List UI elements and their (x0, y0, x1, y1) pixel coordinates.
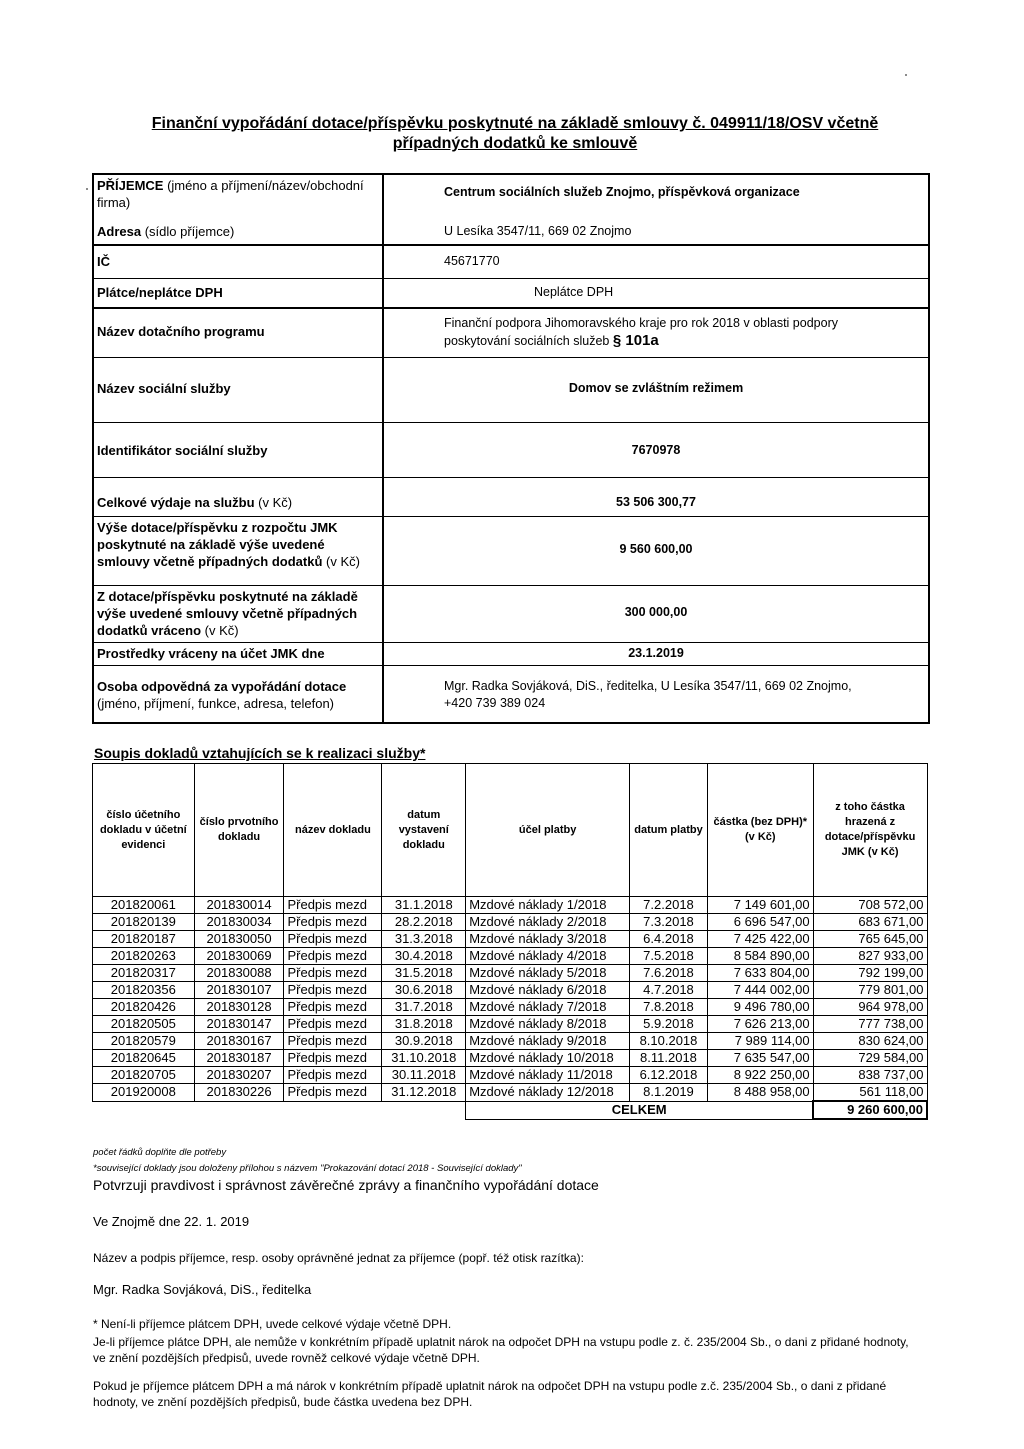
responsible-person-label-bold: Osoba odpovědná za vypořádání dotace (97, 679, 347, 694)
header-issue-date: datum vystavení dokladu (382, 764, 466, 897)
cell-doc-name: Předpis mezd (284, 1084, 382, 1102)
responsible-person-value (384, 666, 928, 722)
cell-grant-amount: 729 584,00 (813, 1050, 927, 1067)
cell-payment-date: 7.2.2018 (630, 897, 708, 914)
recipient-info-table (92, 173, 930, 724)
cell-issue-date: 30.6.2018 (382, 982, 466, 999)
cell-accounting-doc-number: 201820426 (93, 999, 195, 1016)
cell-doc-name: Předpis mezd (284, 1016, 382, 1033)
cell-payment-purpose: Mzdové náklady 8/2018 (466, 1016, 630, 1033)
table-row (93, 1016, 928, 1033)
table-row (93, 999, 928, 1016)
recipient-value: Centrum sociálních služeb Znojmo, příspěvková organizace (444, 185, 800, 199)
cell-grant-amount: 838 737,00 (813, 1067, 927, 1084)
cell-grant-amount: 765 645,00 (813, 931, 927, 948)
cell-amount: 7 989 114,00 (707, 1033, 813, 1050)
docs-section-title: Soupis dokladů vztahujících se k realizaci služby* (94, 745, 426, 761)
cell-primary-doc-number: 201830088 (194, 965, 284, 982)
page-title: Finanční vypořádání dotace/příspěvku poskytnuté na základě smlouvy č. 049911/18/OSV včetně (151, 115, 879, 132)
cell-payment-purpose: Mzdové náklady 4/2018 (466, 948, 630, 965)
address-label (94, 219, 384, 244)
cell-amount: 7 444 002,00 (707, 982, 813, 999)
cell-amount: 7 633 804,00 (707, 965, 813, 982)
header-primary-doc-number: číslo prvotního dokladu (194, 764, 284, 897)
cell-accounting-doc-number: 201820356 (93, 982, 195, 999)
identifier-row (94, 423, 928, 478)
cell-accounting-doc-number: 201820263 (93, 948, 195, 965)
ic-label: IČ (94, 246, 384, 278)
expenses-label (94, 478, 384, 516)
grant-label-rest: (v Kč) (322, 554, 360, 569)
cell-doc-name: Předpis mezd (284, 999, 382, 1016)
service-value: Domov se zvláštním režimem (568, 381, 744, 395)
program-value-line1: Finanční podpora Jihomoravského kraje pro rok 2018 v oblasti podpory (444, 316, 838, 330)
cell-primary-doc-number: 201830014 (194, 897, 284, 914)
footnote-1: * Není-li příjemce plátcem DPH, uvede celkové výdaje včetně DPH. (93, 1317, 452, 1331)
address-label-bold: Adresa (97, 224, 142, 239)
cell-payment-date: 5.9.2018 (630, 1016, 708, 1033)
returned-row (94, 586, 928, 643)
cell-issue-date: 31.1.2018 (382, 897, 466, 914)
header-amount: částka (bez DPH)* (v Kč) (707, 764, 813, 897)
footnote-2: Je-li příjemce plátce DPH, ale nemůže v konkrétním případě uplatnit nárok na odpočet DPH na vstupu podle z. č. 235/2004 Sb., o dani z přidané hodnoty, ve znění pozdějších předpisů, uvede rovněž celkové výdaje včetně DPH. (93, 1335, 909, 1365)
table-row (93, 897, 928, 914)
cell-payment-purpose: Mzdové náklady 10/2018 (466, 1050, 630, 1067)
expenses-row (94, 478, 928, 517)
grant-row (94, 517, 928, 586)
recipient-row (94, 175, 928, 219)
total-label: CELKEM (466, 1101, 813, 1119)
cell-doc-name: Předpis mezd (284, 931, 382, 948)
table-row (93, 1033, 928, 1050)
returned-date-value: 23.1.2019 (628, 646, 684, 660)
cell-amount: 7 425 422,00 (707, 931, 813, 948)
cell-doc-name: Předpis mezd (284, 914, 382, 931)
cell-primary-doc-number: 201830207 (194, 1067, 284, 1084)
recipient-label (94, 175, 384, 219)
cell-issue-date: 31.5.2018 (382, 965, 466, 982)
cell-payment-purpose: Mzdové náklady 6/2018 (466, 982, 630, 999)
cell-issue-date: 28.2.2018 (382, 914, 466, 931)
docs-header-row (93, 764, 928, 897)
expenses-label-bold: Celkové výdaje na službu (97, 495, 255, 510)
cell-grant-amount: 792 199,00 (813, 965, 927, 982)
table-row (93, 965, 928, 982)
cell-payment-date: 8.10.2018 (630, 1033, 708, 1050)
responsible-person-label (94, 666, 384, 722)
identifier-label: Identifikátor sociální služby (94, 423, 384, 477)
address-label-rest: (sídlo příjemce) (141, 224, 235, 239)
program-row (94, 307, 928, 358)
cell-issue-date: 31.7.2018 (382, 999, 466, 1016)
signature-name: Mgr. Radka Sovjáková, DiS., ředitelka (93, 1282, 312, 1297)
cell-amount: 7 635 547,00 (707, 1050, 813, 1067)
docs-table (92, 763, 928, 1120)
cell-accounting-doc-number: 201820317 (93, 965, 195, 982)
cell-accounting-doc-number: 201820187 (93, 931, 195, 948)
cell-grant-amount: 830 624,00 (813, 1033, 927, 1050)
confirmation-text: Potvrzuji pravdivost i správnost závěrečné zprávy a finančního vypořádání dotace (93, 1177, 599, 1193)
program-paragraph: § 101a (612, 332, 659, 349)
table-row (93, 1067, 928, 1084)
returned-value: 300 000,00 (624, 605, 688, 619)
cell-doc-name: Předpis mezd (284, 897, 382, 914)
cell-grant-amount: 777 738,00 (813, 1016, 927, 1033)
grant-label (94, 517, 384, 585)
total-value: 9 260 600,00 (813, 1101, 927, 1119)
cell-primary-doc-number: 201830034 (194, 914, 284, 931)
header-accounting-doc-number: číslo účetního dokladu v účetní evidenci (93, 764, 195, 897)
table-row (93, 914, 928, 931)
cell-grant-amount: 964 978,00 (813, 999, 927, 1016)
expenses-value: 53 506 300,77 (616, 495, 696, 509)
identifier-value: 7670978 (631, 443, 681, 457)
docs-total-row (93, 1101, 928, 1119)
cell-amount: 8 584 890,00 (707, 948, 813, 965)
recipient-label-bold: PŘÍJEMCE (97, 178, 164, 193)
note-docs: *související doklady jsou doloženy přílohou s názvem "Prokazování dotací 2018 - Související doklady" (93, 1163, 522, 1174)
cell-accounting-doc-number: 201820579 (93, 1033, 195, 1050)
cell-payment-purpose: Mzdové náklady 3/2018 (466, 931, 630, 948)
cell-payment-purpose: Mzdové náklady 7/2018 (466, 999, 630, 1016)
cell-issue-date: 31.3.2018 (382, 931, 466, 948)
returned-label (94, 586, 384, 642)
address-value: U Lesíka 3547/11, 669 02 Znojmo (444, 224, 632, 238)
header-grant-amount: z toho částka hrazená z dotace/příspěvku JMK (v Kč) (813, 764, 927, 897)
cell-accounting-doc-number: 201820505 (93, 1016, 195, 1033)
cell-amount: 8 488 958,00 (707, 1084, 813, 1102)
cell-doc-name: Předpis mezd (284, 982, 382, 999)
cell-payment-date: 8.1.2019 (630, 1084, 708, 1102)
cell-issue-date: 30.9.2018 (382, 1033, 466, 1050)
cell-payment-date: 7.5.2018 (630, 948, 708, 965)
cell-issue-date: 30.4.2018 (382, 948, 466, 965)
cell-payment-purpose: Mzdové náklady 11/2018 (466, 1067, 630, 1084)
grant-value: 9 560 600,00 (619, 542, 693, 556)
cell-accounting-doc-number: 201820061 (93, 897, 195, 914)
responsible-person-value-line1: Mgr. Radka Sovjáková, DiS., ředitelka, U Lesíka 3547/11, 669 02 Znojmo, (444, 679, 852, 693)
header-payment-purpose: účel platby (466, 764, 630, 897)
page-title-continued: případných dodatků ke smlouvě (392, 135, 638, 152)
cell-doc-name: Předpis mezd (284, 965, 382, 982)
cell-doc-name: Předpis mezd (284, 1050, 382, 1067)
table-row (93, 1084, 928, 1102)
ic-value: 45671770 (444, 254, 500, 268)
vat-value: Neplátce DPH (534, 285, 614, 299)
total-spacer (93, 1101, 466, 1119)
cell-accounting-doc-number: 201820139 (93, 914, 195, 931)
header-doc-name: název dokladu (284, 764, 382, 897)
program-label: Název dotačního programu (94, 309, 384, 357)
cell-grant-amount: 827 933,00 (813, 948, 927, 965)
cell-primary-doc-number: 201830187 (194, 1050, 284, 1067)
responsible-person-row (94, 666, 928, 722)
cell-accounting-doc-number: 201920008 (93, 1084, 195, 1102)
cell-amount: 6 696 547,00 (707, 914, 813, 931)
scan-speck (86, 188, 88, 190)
cell-primary-doc-number: 201830167 (194, 1033, 284, 1050)
cell-payment-date: 8.11.2018 (630, 1050, 708, 1067)
service-row (94, 358, 928, 423)
cell-primary-doc-number: 201830069 (194, 948, 284, 965)
vat-label: Plátce/neplátce DPH (94, 279, 384, 307)
table-row (93, 982, 928, 999)
cell-payment-date: 7.8.2018 (630, 999, 708, 1016)
cell-payment-date: 4.7.2018 (630, 982, 708, 999)
service-label: Název sociální služby (94, 358, 384, 422)
cell-primary-doc-number: 201830226 (194, 1084, 284, 1102)
footnote-3: Pokud je příjemce plátcem DPH a má nárok v konkrétním případě uplatnit nárok na odpočet DPH na vstupu podle z.č. 235/2004 Sb., o dani z přidané hodnoty, ve znění pozdějších předpisů, bude částka uvedena bez DPH. (93, 1379, 887, 1409)
cell-grant-amount: 708 572,00 (813, 897, 927, 914)
cell-payment-purpose: Mzdové náklady 2/2018 (466, 914, 630, 931)
table-row (93, 1050, 928, 1067)
cell-amount: 8 922 250,00 (707, 1067, 813, 1084)
vat-row (94, 279, 928, 307)
cell-payment-purpose: Mzdové náklady 1/2018 (466, 897, 630, 914)
responsible-person-value-line2: +420 739 389 024 (444, 696, 546, 710)
cell-primary-doc-number: 201830147 (194, 1016, 284, 1033)
cell-amount: 9 496 780,00 (707, 999, 813, 1016)
cell-issue-date: 31.10.2018 (382, 1050, 466, 1067)
cell-payment-date: 7.3.2018 (630, 914, 708, 931)
cell-doc-name: Předpis mezd (284, 1067, 382, 1084)
cell-primary-doc-number: 201830107 (194, 982, 284, 999)
address-row (94, 219, 928, 244)
cell-primary-doc-number: 201830128 (194, 999, 284, 1016)
cell-grant-amount: 779 801,00 (813, 982, 927, 999)
table-row (93, 948, 928, 965)
grant-label-bold: Výše dotace/příspěvku z rozpočtu JMK poskytnuté na základě výše uvedené smlouvy včetně případných dodatků (97, 520, 338, 569)
expenses-label-rest: (v Kč) (254, 495, 293, 510)
cell-payment-purpose: Mzdové náklady 12/2018 (466, 1084, 630, 1102)
returned-date-row (94, 643, 928, 666)
cell-payment-purpose: Mzdové náklady 5/2018 (466, 965, 630, 982)
cell-doc-name: Předpis mezd (284, 1033, 382, 1050)
cell-grant-amount: 561 118,00 (813, 1084, 927, 1102)
responsible-person-label-rest: (jméno, příjmení, funkce, adresa, telefon) (97, 696, 335, 711)
cell-issue-date: 31.12.2018 (382, 1084, 466, 1102)
recipient-label-rest: (jméno a příjmení/název/obchodní firma) (97, 178, 364, 210)
returned-label-bold: Z dotace/příspěvku poskytnuté na základě výše uvedené smlouvy včetně případných dodatků vráceno (97, 589, 358, 638)
place-date: Ve Znojmě dne 22. 1. 2019 (93, 1214, 250, 1229)
cell-grant-amount: 683 671,00 (813, 914, 927, 931)
header-payment-date: datum platby (630, 764, 708, 897)
cell-primary-doc-number: 201830050 (194, 931, 284, 948)
cell-accounting-doc-number: 201820705 (93, 1067, 195, 1084)
program-value-line2: poskytování sociálních služeb (444, 334, 610, 348)
cell-payment-date: 6.12.2018 (630, 1067, 708, 1084)
cell-amount: 7 626 213,00 (707, 1016, 813, 1033)
cell-accounting-doc-number: 201820645 (93, 1050, 195, 1067)
cell-amount: 7 149 601,00 (707, 897, 813, 914)
table-row (93, 931, 928, 948)
cell-issue-date: 31.8.2018 (382, 1016, 466, 1033)
ic-row (94, 244, 928, 279)
cell-payment-date: 6.4.2018 (630, 931, 708, 948)
scan-speck (905, 74, 907, 76)
returned-date-label: Prostředky vráceny na účet JMK dne (94, 643, 384, 665)
cell-issue-date: 30.11.2018 (382, 1067, 466, 1084)
cell-doc-name: Předpis mezd (284, 948, 382, 965)
signature-label: Název a podpis příjemce, resp. osoby oprávněné jednat za příjemce (popř. též otisk razítka): (93, 1251, 584, 1265)
cell-payment-date: 7.6.2018 (630, 965, 708, 982)
cell-payment-purpose: Mzdové náklady 9/2018 (466, 1033, 630, 1050)
returned-label-rest: (v Kč) (201, 623, 239, 638)
note-rows: počet řádků doplňte dle potřeby (93, 1147, 227, 1158)
program-value (384, 309, 928, 357)
